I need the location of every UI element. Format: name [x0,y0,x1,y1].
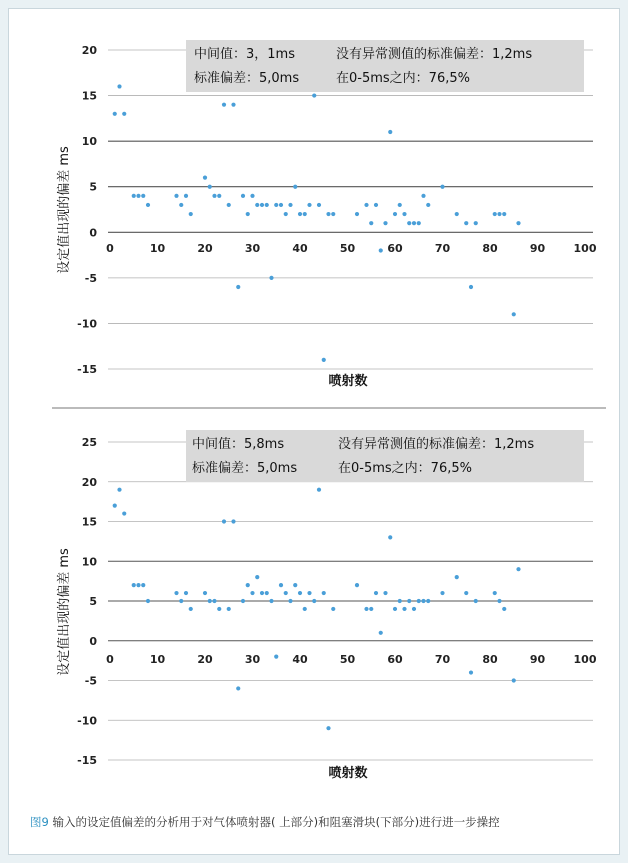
data-point-bottom-22 [255,575,259,579]
data-point-top-44 [383,221,387,225]
data-point-bottom-25 [269,599,273,603]
data-point-bottom-43 [379,631,383,635]
data-point-top-53 [426,203,430,207]
y-tick-label-top-3: 5 [89,180,97,194]
data-point-top-6 [146,203,150,207]
data-point-bottom-11 [203,591,207,595]
data-point-bottom-26 [274,655,278,659]
data-point-bottom-18 [236,686,240,690]
data-point-top-26 [274,203,278,207]
data-point-top-47 [398,203,402,207]
y-tick-label-bottom-6: -5 [84,674,97,688]
data-point-top-0 [113,112,117,116]
data-point-top-32 [303,212,307,216]
data-point-top-2 [122,112,126,116]
data-point-top-45 [388,130,392,134]
x-tick-label-top-1: 10 [149,242,166,255]
y-tick-label-bottom-4: 5 [89,595,97,608]
data-point-bottom-55 [455,575,459,579]
data-point-top-56 [464,221,468,225]
chart-top-annotation-std-no-outliers: 没有异常测值的标准偏差：1,2ms [336,47,533,62]
data-point-top-42 [374,203,378,207]
data-point-bottom-59 [493,591,497,595]
data-point-top-40 [364,203,368,207]
data-point-top-1 [117,84,121,88]
data-point-bottom-40 [364,607,368,611]
data-point-top-63 [516,221,520,225]
x-tick-label-bottom-4: 40 [292,653,308,666]
data-point-top-38 [331,212,335,216]
x-tick-label-top-10: 100 [573,242,597,255]
data-point-bottom-46 [393,607,397,611]
data-point-top-12 [208,185,212,189]
data-point-bottom-37 [326,726,330,730]
data-point-bottom-45 [388,535,392,539]
data-point-bottom-7 [174,591,178,595]
x-tick-label-top-2: 20 [197,242,213,255]
data-point-bottom-38 [331,607,335,611]
data-point-bottom-32 [303,607,307,611]
caption-text: 输入的设定值偏差的分析用于对气体喷射器( 上部分)和阻塞滑块(下部分)进行进一步操控 [48,815,500,829]
data-point-top-3 [132,194,136,198]
chart-top-x-label: 喷射数 [328,374,368,389]
data-point-bottom-33 [307,591,311,595]
data-point-top-20 [246,212,250,216]
data-point-top-15 [222,103,226,107]
chart-bottom-annotation-std: 标准偏差：5,0ms [192,461,298,476]
data-point-bottom-52 [421,599,425,603]
data-point-bottom-30 [293,583,297,587]
data-point-top-51 [417,221,421,225]
data-point-top-36 [322,358,326,362]
chart-bottom-points [113,488,521,731]
data-point-bottom-63 [516,567,520,571]
chart-top-y-ticks [77,44,97,376]
data-point-top-43 [379,248,383,252]
x-tick-label-bottom-0: 0 [106,653,114,666]
data-point-bottom-20 [246,583,250,587]
data-point-top-5 [141,194,145,198]
data-point-bottom-57 [469,670,473,674]
x-tick-label-bottom-5: 50 [339,653,356,666]
data-point-top-62 [512,312,516,316]
data-point-bottom-23 [260,591,264,595]
data-point-top-57 [469,285,473,289]
data-point-top-29 [288,203,292,207]
x-tick-label-bottom-8: 80 [482,653,498,666]
x-tick-label-top-5: 50 [339,242,356,255]
data-point-top-61 [502,212,506,216]
data-point-bottom-21 [250,591,254,595]
data-point-top-41 [369,221,373,225]
chart-top-annotation-within: 在0-5ms之内：76,5% [336,71,470,86]
data-point-top-11 [203,176,207,180]
data-point-bottom-4 [136,583,140,587]
y-tick-label-bottom-1: 20 [81,475,97,489]
data-point-top-18 [236,285,240,289]
data-point-bottom-12 [208,599,212,603]
data-point-top-25 [269,276,273,280]
data-point-bottom-35 [317,488,321,492]
data-point-top-35 [317,203,321,207]
y-tick-label-top-7: -15 [77,363,97,376]
data-point-top-33 [307,203,311,207]
data-point-bottom-28 [284,591,288,595]
data-point-bottom-17 [231,519,235,523]
data-point-top-16 [227,203,231,207]
chart-top-annotation-std: 标准偏差：5,0ms [194,71,300,86]
x-tick-label-bottom-10: 100 [573,653,597,666]
data-point-bottom-47 [398,599,402,603]
data-point-bottom-50 [412,607,416,611]
x-tick-label-top-8: 80 [482,242,498,255]
data-point-top-17 [231,103,235,107]
data-point-bottom-31 [298,591,302,595]
data-point-top-27 [279,203,283,207]
y-tick-label-top-4: 0 [89,226,97,240]
data-point-top-28 [284,212,288,216]
data-point-bottom-5 [141,583,145,587]
chart-top-y-label: 设定值出现的偏差 ms [57,146,72,274]
data-point-top-58 [474,221,478,225]
data-point-top-10 [189,212,193,216]
y-tick-label-top-0: 20 [81,44,97,57]
x-tick-label-top-3: 30 [244,242,261,255]
data-point-bottom-36 [322,591,326,595]
x-tick-label-top-9: 90 [529,242,546,255]
y-tick-label-bottom-0: 25 [81,436,97,449]
data-point-bottom-60 [497,599,501,603]
x-tick-label-bottom-6: 60 [387,653,403,666]
y-tick-label-bottom-8: -15 [77,754,97,767]
data-point-top-30 [293,185,297,189]
data-point-bottom-53 [426,599,430,603]
figure-caption [30,814,610,830]
chart-bottom-x-ticks [106,653,597,666]
data-point-bottom-61 [502,607,506,611]
x-tick-label-bottom-3: 30 [244,653,261,666]
data-point-bottom-62 [512,678,516,682]
chart-top [56,40,597,389]
y-tick-label-bottom-3: 10 [81,555,97,569]
data-point-bottom-8 [179,599,183,603]
x-tick-label-top-4: 40 [292,242,308,255]
data-point-top-7 [174,194,178,198]
data-point-top-48 [402,212,406,216]
chart-top-gridlines [108,50,593,369]
data-point-top-49 [407,221,411,225]
data-point-bottom-56 [464,591,468,595]
chart-top-points [113,84,521,362]
x-tick-label-top-6: 60 [387,242,403,255]
x-tick-label-bottom-9: 90 [529,653,546,666]
data-point-bottom-9 [184,591,188,595]
data-point-bottom-13 [212,599,216,603]
chart-top-x-ticks [106,242,597,255]
data-point-bottom-3 [132,583,136,587]
data-point-bottom-58 [474,599,478,603]
x-tick-label-bottom-7: 70 [434,653,451,666]
data-point-top-54 [440,185,444,189]
data-point-bottom-54 [440,591,444,595]
chart-bottom-y-ticks [77,436,97,767]
data-point-top-31 [298,212,302,216]
chart-bottom-annotation-within: 在0-5ms之内：76,5% [338,461,472,476]
data-point-top-50 [412,221,416,225]
y-tick-label-top-2: 10 [81,135,97,149]
data-point-bottom-51 [417,599,421,603]
data-point-top-52 [421,194,425,198]
data-point-top-8 [179,203,183,207]
x-tick-label-bottom-2: 20 [197,653,213,666]
data-point-top-46 [393,212,397,216]
chart-top-annotation-median: 中间值：3，1ms [194,47,295,62]
chart-bottom-x-label: 喷射数 [328,766,368,781]
y-tick-label-bottom-2: 15 [81,515,97,529]
chart-bottom [56,430,597,781]
x-tick-label-top-0: 0 [106,242,114,255]
data-point-top-21 [250,194,254,198]
data-point-top-37 [326,212,330,216]
data-point-top-4 [136,194,140,198]
data-point-bottom-29 [288,599,292,603]
data-point-bottom-0 [113,504,117,508]
data-point-top-14 [217,194,221,198]
caption-figure-label: 图9 [30,815,49,829]
data-point-bottom-39 [355,583,359,587]
data-point-top-19 [241,194,245,198]
data-point-top-13 [212,194,216,198]
chart-bottom-annotation-median: 中间值：5,8ms [192,437,285,452]
data-point-bottom-44 [383,591,387,595]
data-point-top-60 [497,212,501,216]
data-point-bottom-49 [407,599,411,603]
x-tick-label-bottom-1: 10 [149,653,166,666]
data-point-top-24 [265,203,269,207]
data-point-bottom-48 [402,607,406,611]
data-point-bottom-41 [369,607,373,611]
data-point-top-39 [355,212,359,216]
y-tick-label-top-5: -5 [84,271,97,285]
data-point-top-55 [455,212,459,216]
data-point-bottom-14 [217,607,221,611]
data-point-bottom-42 [374,591,378,595]
data-point-top-22 [255,203,259,207]
data-point-bottom-10 [189,607,193,611]
data-point-bottom-6 [146,599,150,603]
data-point-bottom-34 [312,599,316,603]
chart-bottom-annotation-std-no-outliers: 没有异常测值的标准偏差：1,2ms [338,437,535,452]
data-point-top-59 [493,212,497,216]
y-tick-label-top-6: -10 [77,317,97,331]
data-point-bottom-27 [279,583,283,587]
data-point-top-34 [312,93,316,97]
data-point-bottom-16 [227,607,231,611]
y-tick-label-top-1: 15 [81,89,97,103]
x-tick-label-top-7: 70 [434,242,451,255]
data-point-top-23 [260,203,264,207]
data-point-bottom-24 [265,591,269,595]
data-point-bottom-1 [117,488,121,492]
y-tick-label-bottom-5: 0 [89,634,97,648]
y-tick-label-bottom-7: -10 [77,714,97,728]
chart-bottom-y-label: 设定值出现的偏差 ms [57,548,72,676]
data-point-bottom-2 [122,511,126,515]
data-point-bottom-19 [241,599,245,603]
data-point-top-9 [184,194,188,198]
data-point-bottom-15 [222,519,226,523]
